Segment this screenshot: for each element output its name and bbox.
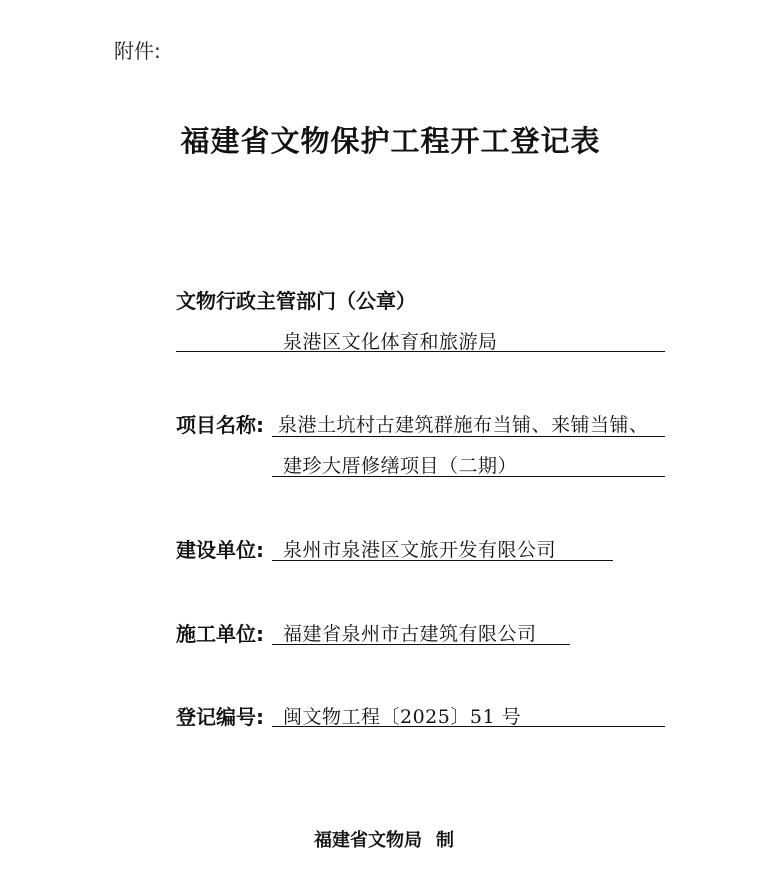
footer-issuer bbox=[314, 828, 454, 854]
document-title: 福建省文物保护工程开工登记表 bbox=[180, 124, 601, 158]
project-name-label: 项目名称: bbox=[176, 413, 264, 437]
contractor-value: 福建省泉州市古建筑有限公司 bbox=[283, 623, 537, 645]
contractor-underline bbox=[272, 644, 570, 645]
authority-value: 泉港区文化体育和旅游局 bbox=[283, 331, 498, 353]
contractor-label: 施工单位: bbox=[176, 622, 264, 646]
project-name-line1: 泉港土坑村古建筑群施布当铺、来铺当铺、 bbox=[278, 414, 649, 436]
issuer-suffix: 制 bbox=[436, 830, 454, 851]
project-name-underline-1 bbox=[272, 436, 665, 437]
project-name-underline-2 bbox=[272, 476, 665, 477]
registration-number-value: 闽文物工程〔2025〕51 号 bbox=[283, 706, 522, 728]
registration-number-underline bbox=[272, 726, 665, 727]
project-name-line2: 建珍大厝修缮项目（二期） bbox=[283, 455, 518, 477]
authority-label: 文物行政主管部门（公章） bbox=[176, 289, 416, 313]
builder-label: 建设单位: bbox=[176, 538, 264, 562]
attachment-label: 附件: bbox=[114, 39, 161, 63]
registration-number-label: 登记编号: bbox=[176, 705, 264, 729]
builder-underline bbox=[272, 560, 613, 561]
builder-value: 泉州市泉港区文旅开发有限公司 bbox=[283, 539, 557, 561]
authority-underline bbox=[176, 351, 665, 352]
issuer-name: 福建省文物局 bbox=[314, 830, 422, 851]
